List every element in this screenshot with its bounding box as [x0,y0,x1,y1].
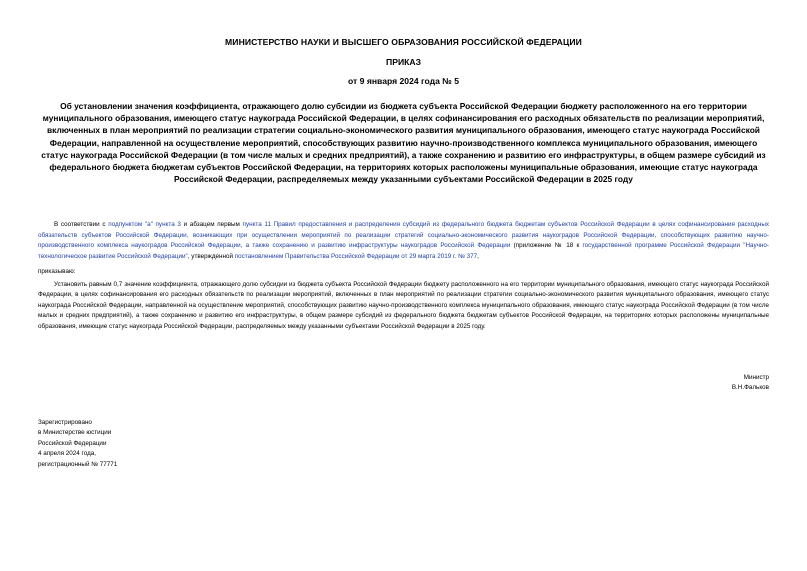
document-title: Об установлении значения коэффициента, отражающего долю субсидии из бюджета субъекта Российской Федерации бюджету расположенного на его территории муниципального образования, имеющего статус наукограда Российской Федерации, в целях софинансирования его расходных обязательств по реализации мероприятий, включенных в план мероприятий по реализации стратегии социально-экономического развития муниципального образования, имеющего статус наукограда Российской Федерации, направленной на осуществление мероприятий, способствующих развитию научно-производственного комплекса муниципального образования, имеющего статус наукограда Российской Федерации (в том числе малых и средних предприятий), а также сохранению и развитию его инфраструктуры, в общем размере субсидий из федерального бюджета бюджетам субъектов Российской Федерации, на территориях которых расположены муниципальные образования, имеющие статус наукограда Российской Федерации, распределяемых между указанными субъектами Российской Федерации в 2025 году [41,101,766,185]
signatory-position: Министр [743,374,769,381]
order-word: приказываю: [38,268,76,275]
link-point-11-rules[interactable]: пункта 11 Правил предоставления и распределения субсидий из федерального бюджета бюджетам субъектов Российской Федерации в целях софинансирования расходных обязательств субъектов Российской Федерации, возникающих при осуществлении мероприятий по реализации стратегий социально-экономического развития наукоградов Российской Федерации, способствующих развитию научно-производственного комплекса наукоградов Российской Федерации, а также сохранению и развитию инфраструктуры наукоградов Российской Федерации [38,221,770,249]
registration-date: 4 апреля 2024 года, [38,450,96,458]
basis-text-4: , утвержденной [187,252,235,260]
registration-line: Зарегистрировано [38,419,92,426]
registration-line: в Министерстве юстиции [38,429,112,437]
link-subpoint-a-point-3[interactable]: подпунктом "а" пункта 3 [108,221,181,228]
ministry-heading: МИНИСТЕРСТВО НАУКИ И ВЫСШЕГО ОБРАЗОВАНИЯ РОССИЙСКОЙ ФЕДЕРАЦИИ [225,37,582,47]
basis-paragraph [38,220,769,262]
link-state-program[interactable]: государственной программе Российской Федерации "Научно-технологическое развитие Российской Федерации" [38,242,769,260]
registration-number: регистрационный № 77771 [38,460,118,468]
basis-text-5: , [477,252,479,260]
link-government-resolution[interactable]: постановлением Правительства Российской Федерации от 29 марта 2019 г. № 377 [234,252,478,260]
registration-line: Российской Федерации [38,439,107,447]
signatory-name: В.Н.Фальков [731,384,769,391]
basis-text-1: В соответствии с [54,221,109,228]
point-1-paragraph: Установить равным 0,7 значение коэффициента, отражающего долю субсидии из бюджета субъекта Российской Федерации бюджету расположенного на его территории муниципального образования, имеющего статус наукограда Российской Федерации, в целях софинансирования его расходных обязательств по реализации мероприятий, включенных в план мероприятий по реализации стратегии социально-экономического развития муниципального образования, имеющего статус наукограда Российской Федерации, направленной на осуществление мероприятий, способствующих развитию научно-производственного комплекса муниципального образования, имеющего статус наукограда Российской Федерации (в том числе малых и средних предприятий), а также сохранению и развитию его инфраструктуры, в общем размере субсидий из федерального бюджета бюджетам субъектов Российской Федерации, на территориях которых расположены муниципальные образования, имеющие статус наукограда Российской Федерации, распределяемых между указанными субъектами Российской Федерации в 2025 году. [38,281,769,330]
document-date-number: от 9 января 2024 года № 5 [348,76,459,86]
registration-block [38,418,117,470]
basis-text-3: (приложение № 18 к [510,242,583,249]
basis-text-2: и абзацем первым [180,221,243,228]
signature-block [732,373,769,393]
document-type: ПРИКАЗ [386,57,421,67]
